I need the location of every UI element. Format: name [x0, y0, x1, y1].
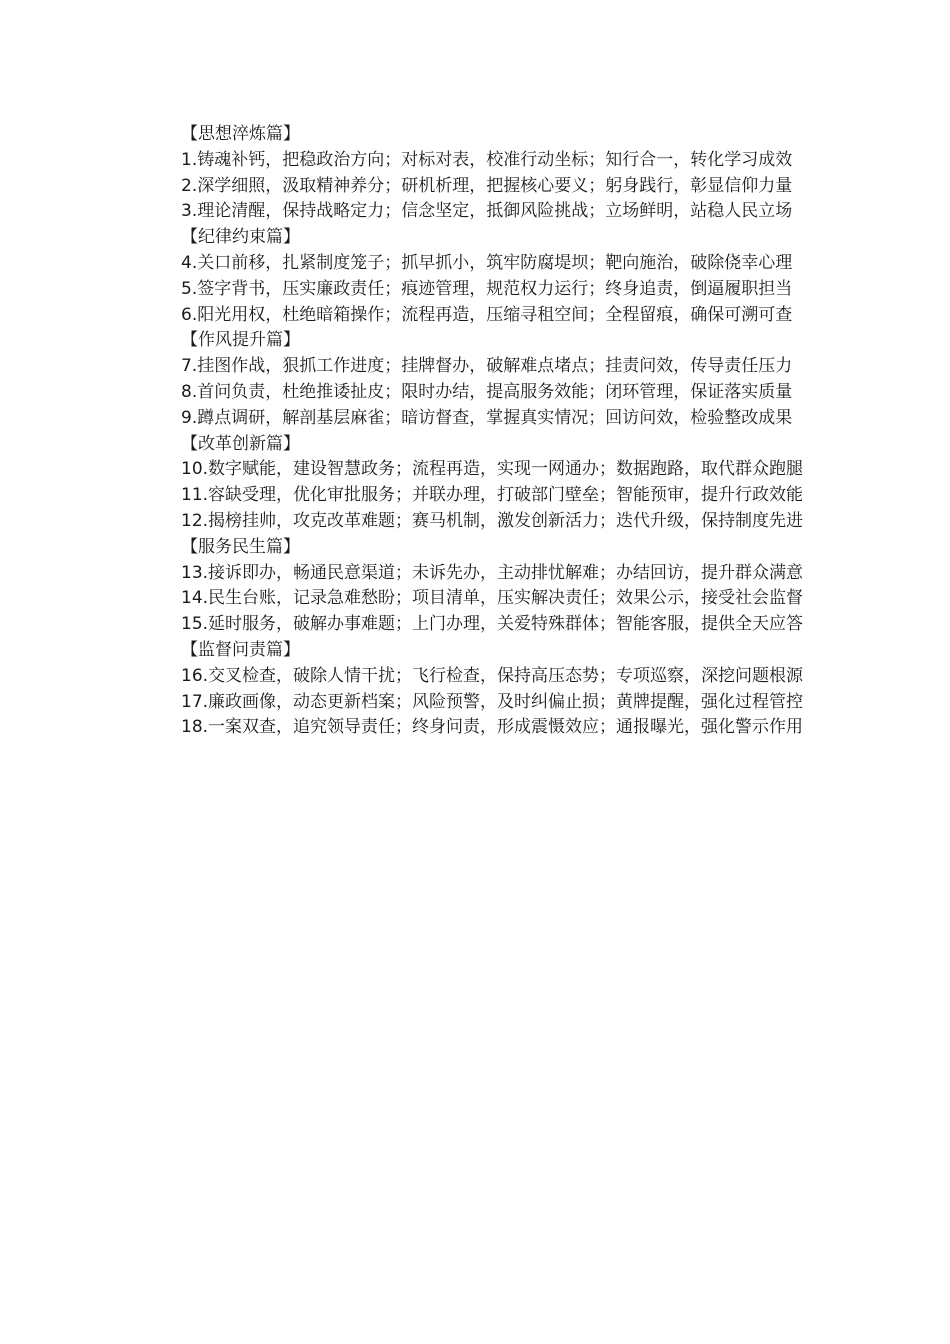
- document-body: [145, 122, 807, 741]
- list-item: 13.接诉即办，畅通民意渠道；未诉先办，主动排忧解难；办结回访，提升群众满意: [181, 562, 804, 583]
- list-item: 4.关口前移，扎紧制度笼子；抓早抓小，筑牢防腐堤坝；靶向施治，破除侥幸心理: [181, 252, 793, 273]
- section-heading: 【思想淬炼篇】: [181, 124, 300, 144]
- list-item: 6.阳光用权，杜绝暗箱操作；流程再造，压缩寻租空间；全程留痕，确保可溯可查: [181, 304, 793, 325]
- list-item: 12.揭榜挂帅，攻克改革难题；赛马机制，激发创新活力；迭代升级，保持制度先进: [181, 510, 804, 531]
- list-item: 9.蹲点调研，解剖基层麻雀；暗访督查，掌握真实情况；回访问效，检验整改成果: [181, 407, 793, 428]
- section-heading: 【纪律约束篇】: [181, 227, 300, 248]
- list-item: 11.容缺受理，优化审批服务；并联办理，打破部门壁垒；智能预审，提升行政效能: [181, 485, 804, 506]
- list-item: 2.深学细照，汲取精神养分；研机析理，把握核心要义；躬身践行，彰显信仰力量: [181, 175, 793, 196]
- list-item: 14.民生台账，记录急难愁盼；项目清单，压实解决责任；效果公示，接受社会监督: [181, 588, 804, 609]
- list-item: 16.交叉检查，破除人情干扰；飞行检查，保持高压态势；专项巡察，深挖问题根源: [181, 665, 804, 686]
- section-heading: 【改革创新篇】: [181, 433, 300, 454]
- section-heading: 【监督问责篇】: [181, 639, 300, 660]
- section-heading: 【作风提升篇】: [181, 330, 300, 351]
- list-item: 1.铸魂补钙，把稳政治方向；对标对表，校准行动坐标；知行合一，转化学习成效: [181, 149, 793, 170]
- list-item: 7.挂图作战，狠抓工作进度；挂牌督办，破解难点堵点；挂责问效，传导责任压力: [181, 356, 793, 377]
- list-item: 18.一案双查，追究领导责任；终身问责，形成震慑效应；通报曝光，强化警示作用: [181, 717, 804, 738]
- list-item: 5.签字背书，压实廉政责任；痕迹管理，规范权力运行；终身追责，倒逼履职担当: [181, 278, 793, 299]
- list-item: 3.理论清醒，保持战略定力；信念坚定，抵御风险挑战；立场鲜明，站稳人民立场: [181, 201, 793, 222]
- list-item: 15.延时服务，破解办事难题；上门办理，关爱特殊群体；智能客服，提供全天应答: [181, 614, 804, 635]
- list-item: 10.数字赋能，建设智慧政务；流程再造，实现一网通办；数据跑路，取代群众跑腿: [181, 459, 804, 480]
- section-heading: 【服务民生篇】: [181, 536, 300, 557]
- list-item: 17.廉政画像，动态更新档案；风险预警，及时纠偏止损；黄牌提醒，强化过程管控: [181, 691, 804, 712]
- list-item: 8.首问负责，杜绝推诿扯皮；限时办结，提高服务效能；闭环管理，保证落实质量: [181, 381, 793, 402]
